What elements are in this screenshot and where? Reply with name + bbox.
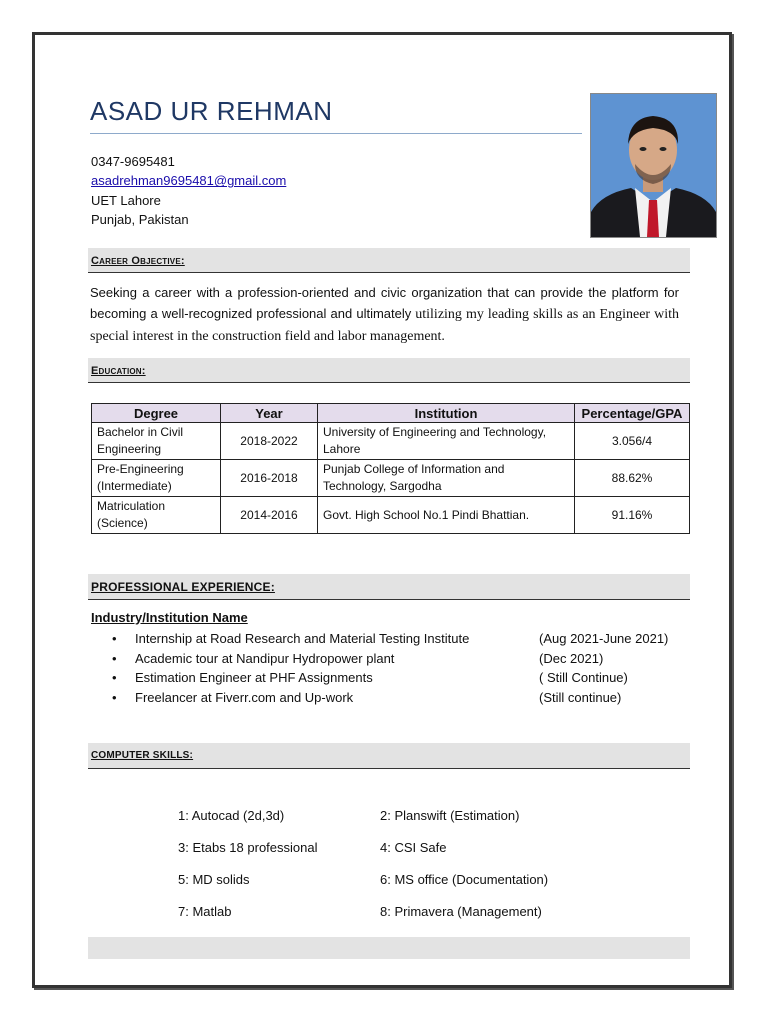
skill-item: 6: MS office (Documentation) (380, 872, 549, 887)
industry-institution-heading: Industry/Institution Name (91, 610, 248, 625)
institution-cell: University of Engineering and Technology, Lahore (318, 423, 575, 460)
bullet-marker: • (112, 689, 117, 705)
objective-text-part-2: utilizing my leading skills as an Engineer with special interest in the construction field and labor management. (90, 307, 679, 344)
degree-cell: Matriculation (Science) (92, 497, 221, 534)
bullet-marker: • (112, 670, 117, 686)
header-degree: Degree (92, 404, 221, 423)
skill-item: 5: MD solids (178, 872, 250, 887)
experience-period: (Dec 2021) (539, 650, 604, 666)
bullet-marker: • (112, 650, 117, 666)
experience-text: Freelancer at Fiverr.com and Up-work (135, 689, 354, 705)
skill-item: 1: Autocad (2d,3d) (178, 808, 285, 823)
experience-text: Internship at Road Research and Material Testing Institute (135, 631, 470, 646)
candidate-name: ASAD UR REHMAN (90, 96, 333, 126)
header-year: Year (221, 404, 318, 423)
degree-cell: Pre-Engineering (Intermediate) (92, 460, 221, 497)
experience-list (112, 629, 668, 707)
year-cell: 2016-2018 (221, 460, 318, 497)
skill-item: 7: Matlab (178, 904, 232, 919)
name-divider (90, 133, 582, 134)
profile-photo (590, 93, 717, 238)
computer-skills-section-bar (88, 743, 690, 769)
skill-item: 8: Primavera (Management) (380, 904, 542, 919)
list-item (112, 629, 668, 649)
portrait-illustration (591, 94, 716, 237)
contact-block (91, 152, 286, 229)
professional-experience-section-bar (88, 574, 690, 600)
education-heading: Education: (91, 365, 146, 377)
list-item (112, 688, 668, 708)
score-cell: 88.62% (575, 460, 690, 497)
year-cell: 2018-2022 (221, 423, 318, 460)
list-item (112, 668, 668, 688)
experience-period: (Aug 2021-June 2021) (539, 631, 669, 646)
experience-text: Estimation Engineer at PHF Assignments (135, 670, 373, 686)
skill-item: 2: Planswift (Estimation) (380, 808, 520, 823)
bullet-marker: • (112, 631, 117, 646)
degree-cell: Bachelor in Civil Engineering (92, 423, 221, 460)
year-cell: 2014-2016 (221, 497, 318, 534)
table-row (92, 423, 690, 460)
skill-row (178, 872, 548, 904)
skill-item: 4: CSI Safe (380, 840, 447, 855)
computer-skills-heading: COMPUTER SKILLS: (91, 750, 194, 761)
skill-row (178, 808, 548, 840)
list-item (112, 649, 668, 669)
professional-experience-heading: PROFESSIONAL EXPERIENCE: (91, 580, 275, 594)
table-row (92, 497, 690, 534)
location-line: Punjab, Pakistan (91, 211, 189, 227)
header-institution: Institution (318, 404, 575, 423)
footer-section-bar (88, 937, 690, 959)
phone-number: 0347-9695481 (91, 154, 175, 169)
education-table (91, 403, 690, 534)
education-section-bar (88, 358, 690, 383)
institution-cell: Punjab College of Information and Technology, Sargodha (318, 460, 575, 497)
experience-period: ( Still Continue) (539, 670, 628, 686)
education-table-header-row (92, 404, 690, 423)
score-cell: 3.056/4 (575, 423, 690, 460)
skills-grid (178, 808, 548, 936)
skill-row (178, 904, 548, 936)
career-objective-heading: Career Objective: (91, 255, 185, 267)
career-objective-section-bar (88, 248, 690, 273)
institution-cell: Govt. High School No.1 Pindi Bhattian. (318, 497, 575, 534)
objective-text-part-1: Seeking a career with a profession-oriented and civic organization that can provide the platform for becoming a well-recognized professional and ultimately (90, 285, 679, 321)
career-objective-text (90, 282, 679, 347)
score-cell: 91.16% (575, 497, 690, 534)
email-link[interactable]: asadrehman9695481@gmail.com (91, 173, 287, 189)
university-line: UET Lahore (91, 192, 161, 208)
skill-row (178, 840, 548, 872)
experience-period: (Still continue) (539, 689, 622, 705)
header-percentage-gpa: Percentage/GPA (575, 404, 690, 423)
table-row (92, 460, 690, 497)
experience-text: Academic tour at Nandipur Hydropower plant (135, 650, 395, 666)
skill-item: 3: Etabs 18 professional (178, 840, 318, 855)
